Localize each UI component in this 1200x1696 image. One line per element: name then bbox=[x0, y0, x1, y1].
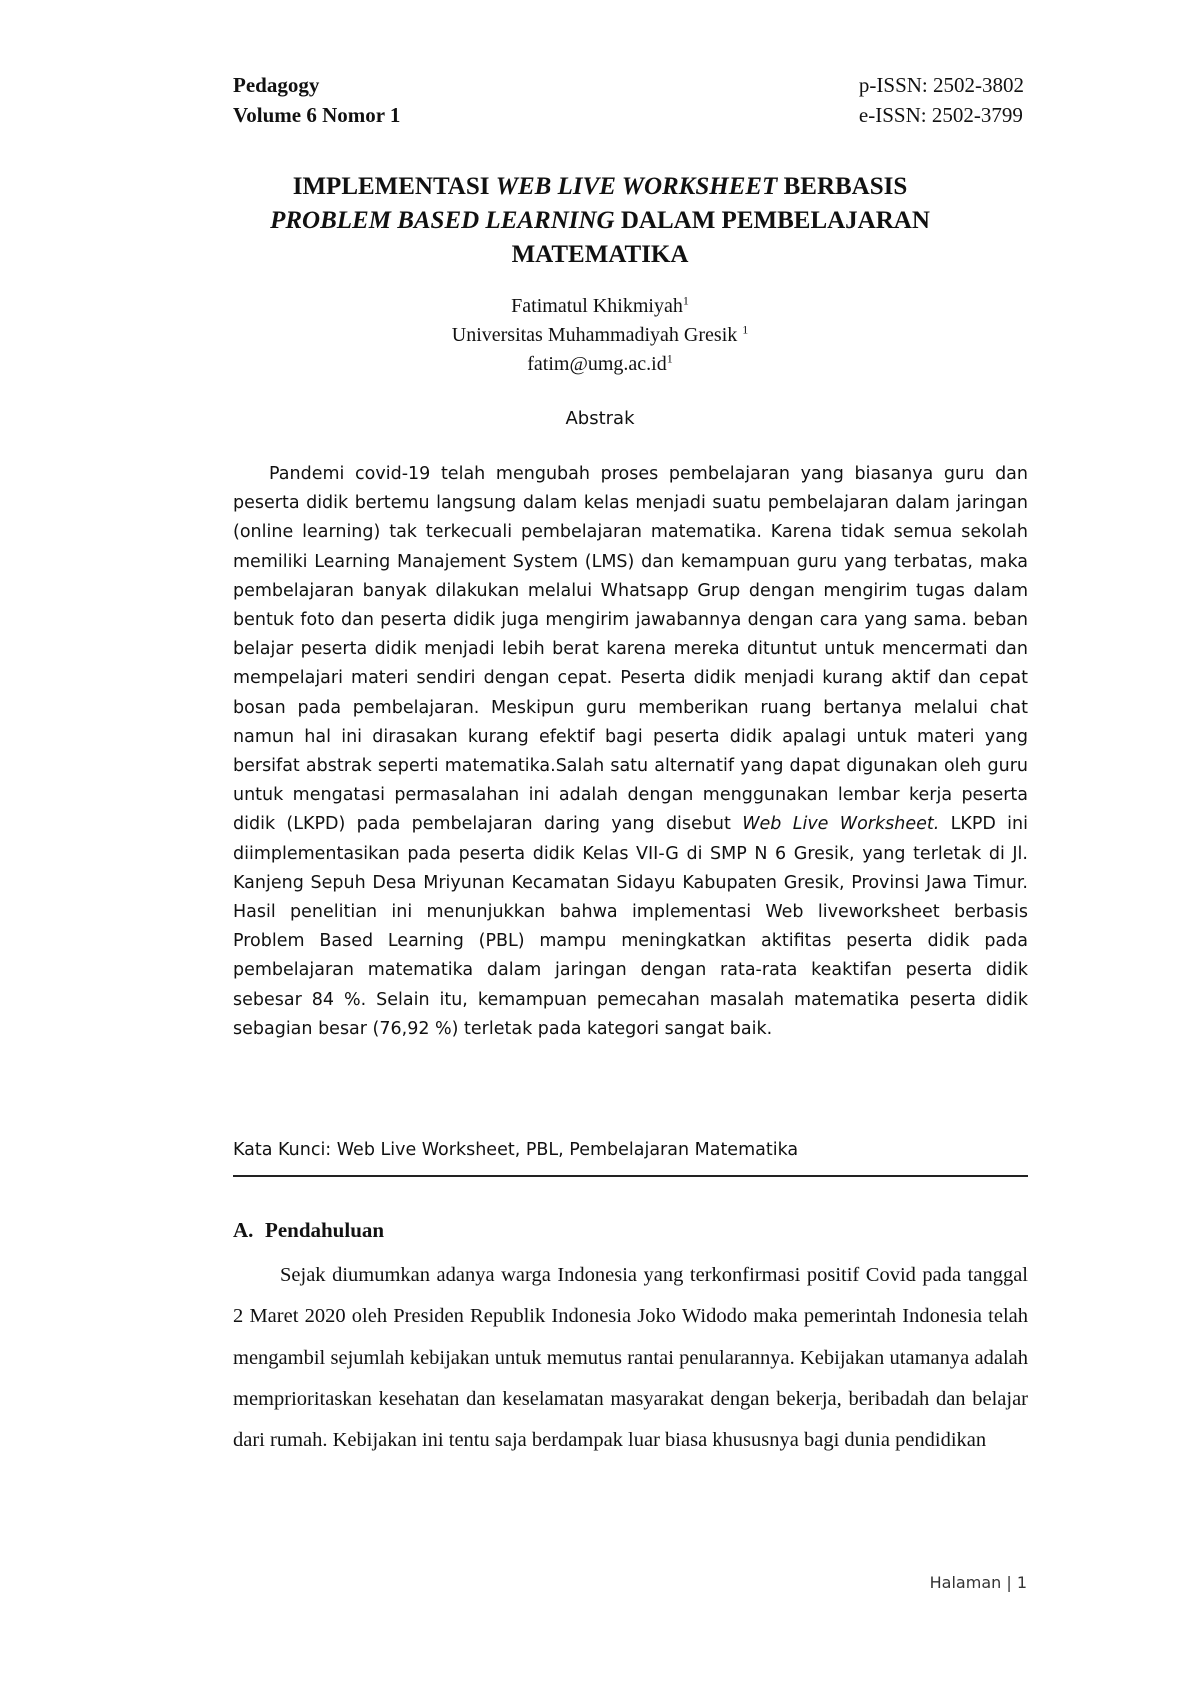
journal-name: Pedagogy bbox=[233, 73, 320, 97]
affiliation-sup: 1 bbox=[742, 322, 749, 337]
abstract-text-1: Pandemi covid-19 telah mengubah proses pembelajaran yang biasanya guru dan peserta didik bertemu langsung dalam kelas menjadi suatu pembelajaran dalam jaringan (online learning) tak terkecuali pembelajaran matematika. Karena tidak semua sekolah memiliki Learning Manajement System (LMS) dan kemampuan guru yang terbatas, maka pembelajaran banyak dilakukan melalui Whatsapp Grup dengan mengirim tugas dalam bentuk foto dan peserta didik juga mengirim jawabannya dengan cara yang sama. beban belajar peserta didik menjadi lebih berat karena mereka dituntut untuk mencermati dan mempelajari materi sendiri dengan cepat. Peserta didik menjadi kurang aktif dan cepat bosan pada pembelajaran. Meskipun guru memberikan ruang bertanya melalui chat namun hal ini dirasakan kurang efektif bagi peserta didik apalagi untuk materi yang bersifat abstrak seperti matematika.Salah satu alternatif yang dapat digunakan oleh guru untuk mengatasi permasalahan ini adalah dengan menggunakan lembar kerja peserta didik (LKPD) pada pembelajaran daring yang disebut bbox=[233, 464, 1028, 835]
section-heading bbox=[233, 1218, 384, 1243]
abstract-body bbox=[233, 460, 1028, 1044]
author-affiliation-line bbox=[300, 321, 900, 350]
title-part-6: MATEMATIKA bbox=[511, 241, 689, 268]
introduction-paragraph: Sejak diumumkan adanya warga Indonesia yang terkonfirmasi positif Covid pada tanggal 2 Maret 2020 oleh Presiden Republik Indonesia Joko Widodo maka pemerintah Indonesia telah mengambil sejumlah kebijakan untuk memutus rantai penularannya. Kebijakan utamanya adalah memprioritaskan kesehatan dan keselamatan masyarakat dengan bekerja, beribadah dan belajar dari rumah. Kebijakan ini tentu saja berdampak luar biasa khususnya bagi dunia pendidikan bbox=[233, 1264, 1028, 1452]
journal-header-left bbox=[233, 70, 400, 130]
title-part-4: PROBLEM BASED LEARNING bbox=[270, 207, 615, 234]
keywords: Kata Kunci: Web Live Worksheet, PBL, Pembelajaran Matematika bbox=[233, 1140, 799, 1160]
title-part-2: WEB LIVE WORKSHEET bbox=[495, 173, 778, 200]
abstract-italic: Web Live Worksheet. bbox=[742, 814, 940, 835]
author-affiliation: Universitas Muhammadiyah Gresik bbox=[451, 324, 743, 346]
section-number: A. bbox=[233, 1218, 254, 1242]
journal-header-right bbox=[859, 70, 1024, 130]
author-name: Fatimatul Khikmiyah bbox=[511, 295, 683, 317]
title-part-3: BERBASIS bbox=[777, 173, 908, 200]
abstract-text-2: LKPD ini diimplementasikan pada peserta didik Kelas VII-G di SMP N 6 Gresik, yang terletak di Jl. Kanjeng Sepuh Desa Mriyunan Kecamatan Sidayu Kabupaten Gresik, Provinsi Jawa Timur. Hasil penelitian ini menunjukkan bahwa implementasi Web liveworksheet berbasis Problem Based Learning (PBL) mampu meningkatkan aktifitas peserta didik pada pembelajaran matematika dalam jaringan dengan rata-rata keaktifan peserta didik sebesar 84 %. Selain itu, kemampuan pemecahan masalah matematika peserta didik sebagian besar (76,92 %) terletak pada kategori sangat baik. bbox=[233, 814, 1029, 1039]
author-email-line bbox=[300, 350, 900, 379]
title-part-5: DALAM PEMBELAJARAN bbox=[614, 207, 930, 234]
author-name-line bbox=[300, 292, 900, 321]
abstract-paragraph bbox=[233, 460, 1028, 1044]
title-part-1: IMPLEMENTASI bbox=[292, 173, 496, 200]
author-sup: 1 bbox=[682, 293, 689, 308]
section-divider bbox=[233, 1175, 1028, 1177]
abstract-heading: Abstrak bbox=[565, 408, 635, 429]
page-number: Halaman | 1 bbox=[929, 1573, 1027, 1592]
author-email: fatim@umg.ac.id bbox=[527, 353, 667, 375]
section-title: Pendahuluan bbox=[265, 1218, 385, 1242]
e-issn: e-ISSN: 2502-3799 bbox=[858, 103, 1023, 127]
introduction-body bbox=[233, 1255, 1028, 1461]
author-block bbox=[300, 292, 900, 379]
p-issn: p-ISSN: 2502-3802 bbox=[858, 73, 1024, 97]
journal-volume: Volume 6 Nomor 1 bbox=[233, 103, 401, 127]
paper-title bbox=[200, 170, 1000, 272]
email-sup: 1 bbox=[666, 351, 673, 366]
